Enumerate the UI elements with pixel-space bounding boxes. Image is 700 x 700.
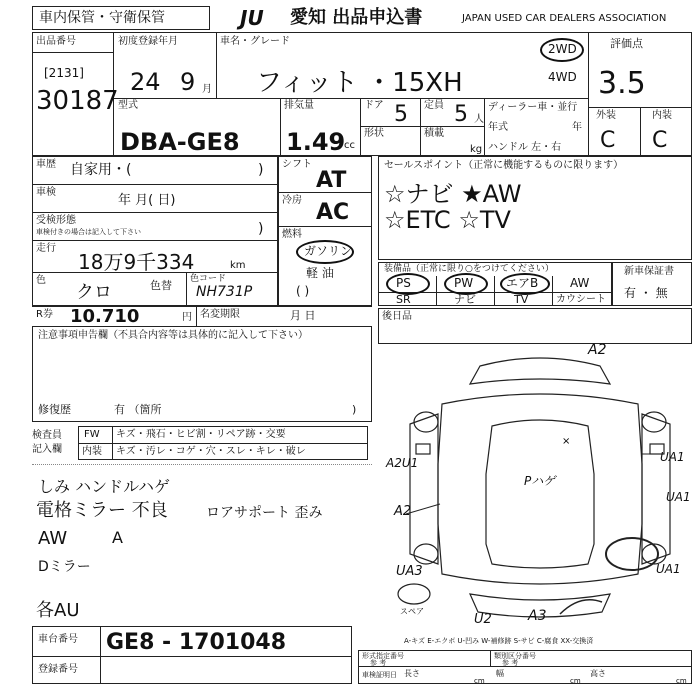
- equip-airbag-circle: [500, 273, 550, 295]
- color-code-label: 色コード: [190, 274, 227, 284]
- equip-aw: AW: [570, 276, 590, 290]
- class-ref: 参 考: [502, 659, 519, 667]
- mark-left3: UA3: [396, 564, 423, 579]
- damage-arrow-a3: [560, 600, 602, 614]
- form-label: 形式指定番号: [362, 652, 404, 660]
- grade-interior-label: 内装: [652, 110, 672, 121]
- wheel-fl: [414, 412, 438, 432]
- model-type-label: 型式: [118, 100, 138, 111]
- mark-right1: UA1: [660, 450, 685, 464]
- note-line4: Dミラー: [38, 559, 91, 575]
- registration-month: 9: [180, 68, 196, 96]
- mark-bottom-left: U2: [474, 612, 492, 627]
- equip-cowseat: カウシート: [556, 294, 606, 305]
- fuel-diesel: 軽 油: [306, 266, 334, 280]
- equipment-label: 装備品（正常に限り○をつけてください）: [384, 264, 554, 274]
- drive-4wd: 4WD: [548, 70, 577, 84]
- equip-tv: TV: [514, 293, 529, 306]
- left-side-outline: [410, 414, 438, 564]
- back-order-label: 後日品: [382, 311, 412, 322]
- grade-score: 3.5: [598, 66, 646, 101]
- sales-points-line1: ☆ナビ ★AW: [384, 180, 522, 208]
- body-outline: [438, 394, 642, 584]
- mirror-left: [416, 444, 430, 454]
- tax-unit: 円: [182, 312, 192, 323]
- doors-value: 5: [394, 102, 408, 127]
- seats-unit: 人: [474, 114, 484, 125]
- year-unit: 年: [572, 122, 582, 133]
- ac-label: 冷房: [282, 195, 302, 206]
- equip-airbag: エアB: [506, 276, 539, 290]
- color-value: クロ: [76, 282, 112, 303]
- tax-value: 10.710: [70, 306, 140, 327]
- color-change-label: 色替: [150, 279, 172, 292]
- storage-note: 車内保管・守衛保管: [39, 10, 165, 26]
- seats-label: 定員: [424, 100, 444, 111]
- acceptance-label: 受検形態: [36, 215, 76, 226]
- registration-month-unit: 月: [202, 84, 212, 95]
- note-line1: しみ ハンドルハゲ: [38, 477, 170, 496]
- check-fw: FW: [84, 429, 100, 440]
- note-line3b: A: [112, 528, 123, 547]
- note-line2b: ロアサポート 歪み: [206, 505, 323, 521]
- fuel-paren: ( ): [296, 284, 310, 298]
- car-damage-diagram: [380, 344, 692, 644]
- doors-label: ドア: [364, 100, 384, 111]
- seats-value: 5: [454, 102, 468, 127]
- usage-close: ): [258, 162, 264, 178]
- shape-label: 形状: [364, 128, 384, 139]
- drive-2wd-circle: [540, 38, 584, 62]
- equip-sr: SR: [396, 293, 411, 306]
- dealer-label: ディーラー車・並行: [488, 102, 578, 113]
- roof-outline: [486, 420, 594, 568]
- name-change-label: 名変期限: [200, 309, 240, 320]
- length-unit: cm: [474, 677, 485, 685]
- length-label: 長さ: [404, 669, 420, 678]
- lot-bracket-no: [2131]: [44, 66, 84, 80]
- check-fw-items: キズ・飛石・ヒビ割・リペア跡・交要: [116, 429, 286, 440]
- wheel-fr: [642, 412, 666, 432]
- form-ref: 参 考: [370, 659, 387, 667]
- width-label: 幅: [496, 669, 504, 678]
- mark-bottom-right: A3: [528, 608, 547, 624]
- mark-right3: UA1: [656, 562, 681, 576]
- displacement-label: 排気量: [284, 100, 314, 111]
- svg-text:×: ×: [562, 436, 571, 447]
- sales-points-label: セールスポイント（正常に機能するものに限ります）: [384, 160, 624, 171]
- mileage-unit: km: [230, 260, 246, 271]
- shift-label: シフト: [282, 159, 312, 170]
- fuel-petrol: ガソリン: [304, 244, 353, 258]
- shift-value: AT: [316, 168, 347, 193]
- sales-points-line2: ☆ETC ☆TV: [384, 206, 511, 234]
- inspector-label2: 記入欄: [32, 444, 62, 455]
- equip-pw: PW: [454, 276, 474, 290]
- storage-note-box: [32, 6, 210, 30]
- color-label: 色: [36, 275, 46, 286]
- cert-label: 車検証明日: [362, 671, 397, 679]
- name-change-value: 月 日: [290, 309, 316, 322]
- inspector-label: 検査員: [32, 430, 62, 441]
- grade-interior-value: C: [652, 128, 668, 153]
- org-english: JAPAN USED CAR DEALERS ASSOCIATION: [462, 13, 667, 24]
- wheel-rl: [414, 544, 438, 564]
- note-line3: AW: [38, 528, 68, 549]
- org-title: 愛知 出品申込書: [290, 7, 423, 28]
- grade-label: 評価点: [610, 37, 643, 50]
- drive-2wd: 2WD: [548, 42, 577, 56]
- height-label: 高さ: [590, 669, 606, 678]
- diagram-legend: A-キズ E-エクボ U-凹み W-補修跡 S-サビ C-腐食 XX-交換済: [404, 637, 594, 645]
- mark-left1: A2U1: [386, 456, 419, 470]
- tax-label: R券: [36, 309, 53, 320]
- mark-top: A2: [588, 342, 607, 358]
- height-unit: cm: [676, 677, 687, 685]
- repair-label: 修復歴: [38, 403, 71, 416]
- fuel-petrol-circle: [296, 240, 354, 264]
- registration-number-label: 登録番号: [38, 664, 78, 675]
- handle-label: ハンドル 左・右: [488, 142, 562, 153]
- chassis-label: 車台番号: [38, 634, 78, 645]
- acceptance-note: 車検付きの場合は記入して下さい: [36, 228, 141, 236]
- fuel-label: 燃料: [282, 229, 302, 240]
- caution-label: 注意事項申告欄（不具合内容等は具体的に記入して下さい）: [38, 330, 308, 341]
- back-order-box: [378, 308, 692, 344]
- front-bumper-outline: [470, 358, 610, 384]
- width-unit: cm: [570, 677, 581, 685]
- cargo-unit: kg: [470, 144, 483, 155]
- cargo-label: 積載: [424, 128, 444, 139]
- mileage-value: 18万9千334: [78, 250, 195, 274]
- warranty-value: 有 ・ 無: [624, 286, 668, 300]
- car-name-label: 車名・グレード: [220, 36, 290, 47]
- year-label: 年式: [488, 122, 508, 133]
- usage-label: 車歴: [36, 159, 56, 170]
- equip-pw-circle: [444, 273, 488, 295]
- repair-close: ): [352, 403, 357, 416]
- class-label: 類別区分番号: [494, 652, 536, 660]
- repair-value: 有 （箇所: [114, 403, 162, 416]
- mileage-label: 走行: [36, 243, 56, 254]
- equip-ps: PS: [396, 276, 411, 290]
- mark-center: Pハゲ: [524, 474, 556, 488]
- usage-value: 自家用・(: [70, 162, 132, 178]
- mark-left2: A2: [394, 504, 412, 519]
- check-interior-items: キズ・汚レ・コゲ・穴・スレ・キレ・破レ: [116, 446, 306, 457]
- displacement-unit: cc: [344, 140, 355, 151]
- registration-year: 24: [130, 68, 161, 96]
- note-line2: 電格ミラー 不良: [36, 500, 168, 521]
- ac-value: AC: [316, 200, 350, 225]
- damage-circle-rr: [606, 538, 658, 570]
- inspection-value: 年 月( 日): [118, 193, 176, 208]
- spare-tire: [398, 584, 430, 604]
- lot-label: 出品番号: [36, 36, 76, 47]
- note-line5: 各AU: [36, 600, 80, 621]
- car-name-value: フィット ・15XH: [256, 68, 463, 98]
- inspection-label: 車検: [36, 187, 56, 198]
- check-interior: 内装: [82, 446, 102, 457]
- equip-navi: ナビ: [454, 293, 476, 306]
- mark-right2: UA1: [666, 490, 691, 504]
- lot-number: 30187: [36, 86, 119, 116]
- acceptance-close: ): [258, 221, 264, 237]
- grade-exterior-label: 外装: [596, 110, 616, 121]
- color-code-value: NH731P: [196, 284, 253, 300]
- equip-ps-circle: [386, 273, 430, 295]
- wheel-rr: [642, 544, 666, 564]
- grade-exterior-value: C: [600, 128, 616, 153]
- registration-label: 初度登録年月: [118, 36, 178, 47]
- displacement-value: 1.49: [286, 128, 346, 156]
- model-type-value: DBA-GE8: [120, 128, 240, 156]
- chassis-value: GE8 - 1701048: [106, 630, 286, 655]
- mark-spare: スペア: [400, 607, 424, 616]
- warranty-label: 新車保証書: [624, 266, 674, 277]
- ju-logo: JU: [240, 6, 264, 30]
